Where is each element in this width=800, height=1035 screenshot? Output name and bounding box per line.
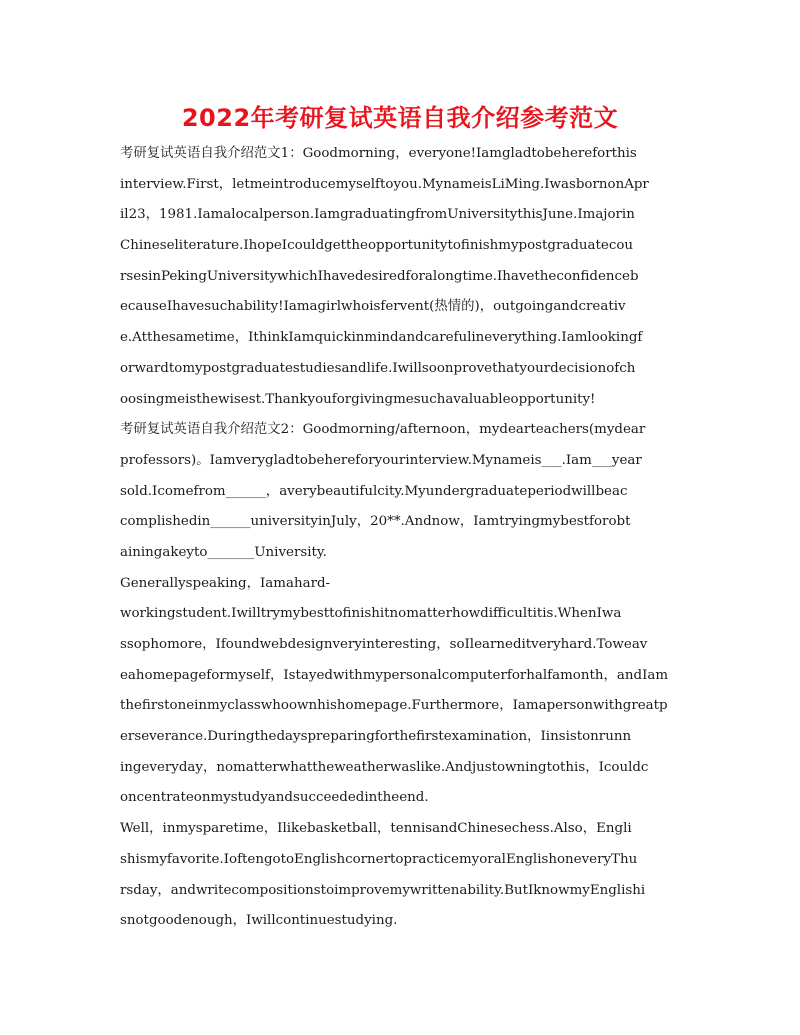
text-line: ingeveryday，nomatterwhattheweatherwaslike.Andjustowningtothis，Icouldc: [120, 759, 649, 775]
text-line: rsday，andwritecompositionstoimprovemywrittenability.ButIknowmyEnglishi: [120, 882, 646, 898]
text-line: interview.First，letmeintroducemyselftoyou.MynameisLiMing.IwasbornonApr: [120, 176, 649, 192]
text-line: snotgoodenough，Iwillcontinuestudying.: [120, 913, 398, 929]
text-line: ssophomore，Ifoundwebdesignveryinteresting，soIlearneditveryhard.Toweav: [120, 637, 648, 652]
text-line: 考研复试英语自我介绍范文1：Goodmorning，everyone!Iamgladtobehereforthis: [120, 146, 637, 161]
text-line: eahomepageformyself，Istayedwithmypersonalcomputerforhalfamonth，andIam: [120, 667, 669, 683]
text-line: workingstudent.Iwilltrymybesttofinishitnomatterhowdifficultitis.WhenIwa: [120, 606, 622, 622]
text-line: oncentrateonmystudyandsucceededintheend.: [120, 790, 429, 806]
text-line: shismyfavorite.IoftengotoEnglishcornertopracticemyoralEnglishoneveryThu: [120, 851, 638, 867]
text-line: il23，1981.Iamalocalperson.IamgraduatingfromUniversitythisJune.Imajorin: [120, 207, 635, 223]
document-title: 2022年考研复试英语自我介绍参考范文: [181, 104, 619, 132]
text-line: Well，inmysparetime，Ilikebasketball，tennisandChinesechess.Also，Engli: [120, 821, 632, 837]
text-line: orwardtomypostgraduatestudiesandlife.Iwillsoonprovethatyourdecisionofch: [120, 360, 636, 376]
text-line: complishedin______universityinJuly，20**.Andnow，Iamtryingmybestforobt: [120, 514, 631, 530]
text-line: rsesinPekingUniversitywhichIhavedesiredforalongtime.Ihavetheconfidenceb: [120, 268, 639, 284]
text-line: thefirstoneinmyclasswhoownhishomepage.Furthermore，Iamapersonwithgreatp: [120, 698, 668, 714]
text-line: sold.Icomefrom______，averybeautifulcity.Myundergraduateperiodwillbeac: [120, 483, 628, 499]
text-line: Chineseliterature.IhopeIcouldgettheopportunitytofinishmypostgraduatecou: [120, 238, 634, 254]
text-line: professors)。Iamverygladtobehereforyourinterview.Mynameis___.Iam___year: [120, 452, 642, 468]
text-line: ainingakeyto_______University.: [120, 544, 327, 560]
text-line: Generallyspeaking，Iamahard-: [120, 575, 331, 591]
text-line: oosingmeisthewisest.Thankyouforgivingmesuchavaluableopportunity!: [120, 391, 596, 407]
text-line: 考研复试英语自我介绍范文2：Goodmorning/afternoon，mydearteachers(mydear: [120, 422, 646, 438]
text-line: ecauseIhavesuchability!Iamagirlwhoisfervent(热情的)，outgoingandcreativ: [120, 299, 626, 315]
text-line: e.Atthesametime，IthinkIamquickinmindandcarefulineverything.Iamlookingf: [120, 330, 643, 346]
text-line: erseverance.Duringthedayspreparingforthefirstexamination，Iinsistonrunn: [120, 729, 632, 745]
document-body: [120, 139, 678, 937]
